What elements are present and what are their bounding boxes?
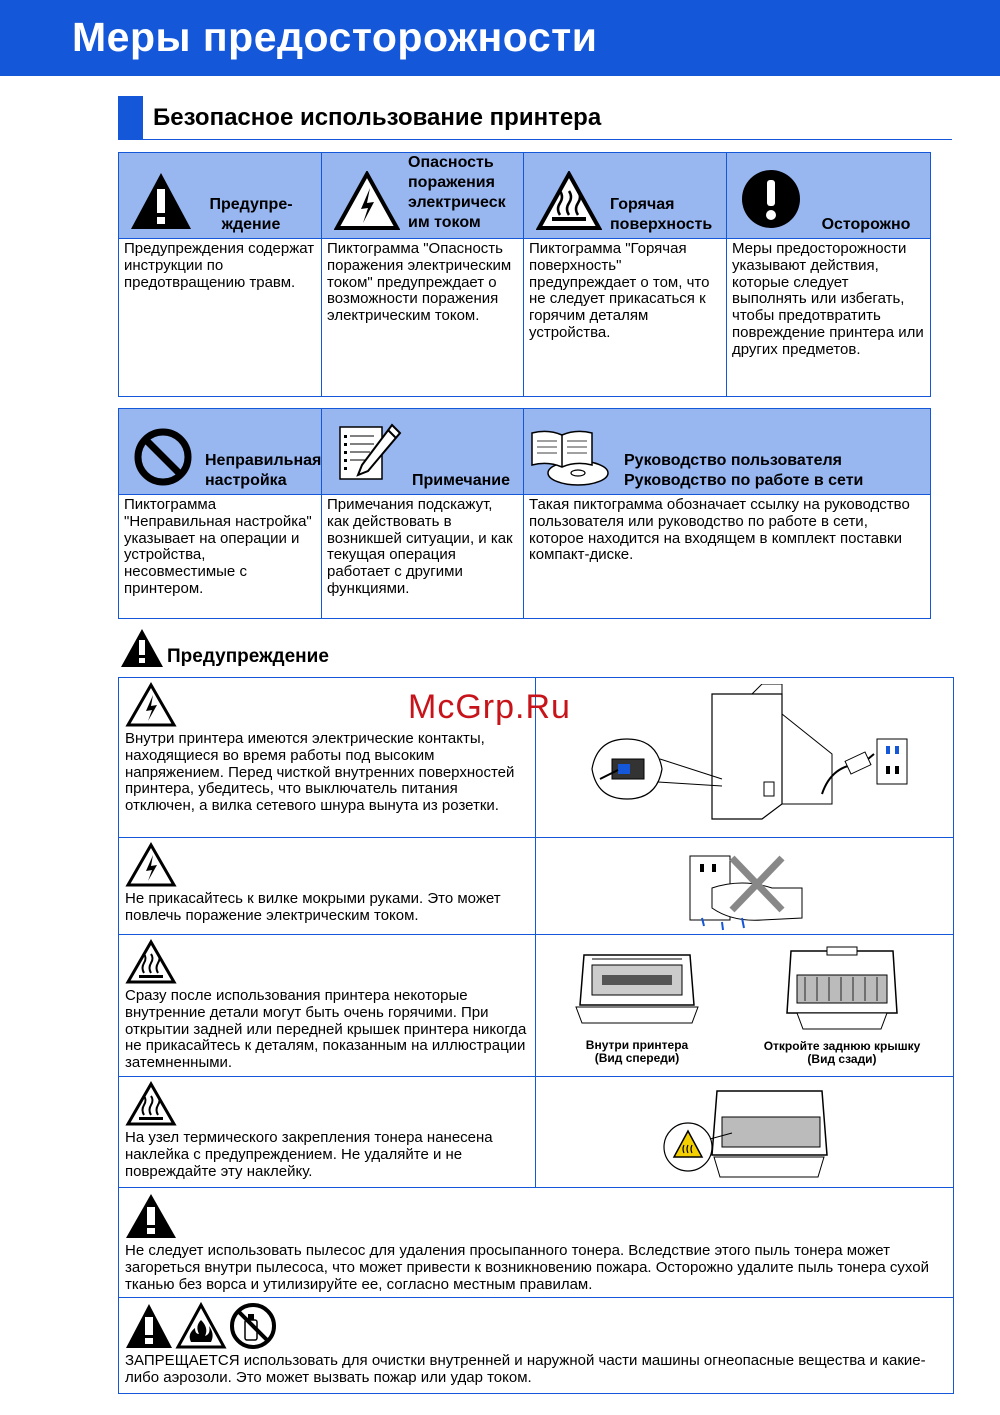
icons-legend-table-1 bbox=[118, 152, 931, 397]
legend-text-improper: Пиктограмма "Неправильная настройка" указывает на операции и устройства, несовместимые с принтером. bbox=[119, 495, 322, 619]
legend-text-caution: Меры предосторожности указывают действия, которые следует выполнять или избегать, чтобы предотвратить повреждение принтера или других предметов. bbox=[727, 239, 931, 397]
warning-triangle-icon bbox=[120, 628, 164, 668]
legend-label-caution: Осторожно bbox=[821, 216, 911, 233]
warning-row-3-text-cell bbox=[119, 935, 536, 1077]
warning-row-5-text-cell bbox=[119, 1188, 954, 1298]
legend-head-note bbox=[322, 409, 524, 495]
legend-text-note: Примечания подскажут, как действовать в возникшей ситуации, и как текущая операция работает с другими функциями. bbox=[322, 495, 524, 619]
legend-label-improper: Неправильная настройка bbox=[205, 452, 322, 489]
warning-row-4-text-cell bbox=[119, 1077, 536, 1188]
legend-head-electric bbox=[322, 153, 524, 239]
legend-label-user-guide: Руководство пользователя Руководство по работе в сети bbox=[624, 452, 864, 489]
caption-back-view: Откройте заднюю крышку (Вид сзади) bbox=[763, 1039, 921, 1066]
warning-row-1-figure bbox=[536, 678, 954, 838]
warning-row-5 bbox=[119, 1188, 954, 1298]
section-title: Безопасное использование принтера bbox=[153, 104, 602, 131]
legend-text-warning: Предупреждения содержат инструкции по предотвращению травм. bbox=[119, 239, 322, 397]
warning-row-1-text: Внутри принтера имеются электрические контакты, находящиеся во время работы под высоким напряжением. Перед чисткой внутренних поверхностей принтера, убедитесь, что выключатель питания отключен, а вилка сетевого шнура вынута из розетки. bbox=[125, 730, 515, 815]
legend-head-caution bbox=[727, 153, 931, 239]
improper-setup-icon bbox=[133, 427, 193, 487]
hot-surface-icon bbox=[536, 171, 602, 231]
warning-title: Предупреждение bbox=[167, 646, 329, 667]
legend-head-improper bbox=[119, 409, 322, 495]
page-title: Меры предосторожности bbox=[72, 14, 598, 60]
warning-row-3-text: Сразу после использования принтера некоторые внутренние детали могут быть очень горячими. При открытии задней или передней крышек принтера никогда не прикасайтесь к деталям, показанным на иллюстрации затемненными. bbox=[125, 987, 527, 1072]
warning-row-4-figure bbox=[536, 1077, 954, 1188]
warning-triangle-icon bbox=[129, 171, 193, 231]
section-heading bbox=[118, 96, 952, 140]
fuser-label-figure bbox=[662, 1085, 842, 1185]
warning-row-6 bbox=[119, 1298, 954, 1394]
legend-text-user-guide: Такая пиктограмма обозначает ссылку на руководство пользователя или руководство по работе в сети, которое находится на входящем в комплект поставки компакт-диске. bbox=[524, 495, 931, 619]
legend-text-electric: Пиктограмма "Опасность поражения электрическим током" предупреждает о возможности поражения электрическим током. bbox=[322, 239, 524, 397]
wet-hands-plug-figure bbox=[682, 848, 812, 936]
warning-row-4 bbox=[119, 1077, 954, 1188]
warning-row-4-text: На узел термического закрепления тонера нанесена наклейка с предупреждением. Не удаляйте и не повреждайте эту наклейку. bbox=[125, 1129, 493, 1180]
legend-text-hot: Пиктограмма "Горячая поверхность" предупреждает о том, что не следует прикасаться к горячим деталям устройства. bbox=[524, 239, 727, 397]
note-pencil-icon bbox=[336, 421, 402, 487]
icons-legend-table-2 bbox=[118, 408, 931, 619]
warning-row-2-figure bbox=[536, 838, 954, 935]
electric-hazard-icon bbox=[125, 842, 177, 888]
warning-row-3 bbox=[119, 935, 954, 1077]
legend-label-electric: Опасность поражения электрическ им током bbox=[408, 154, 506, 231]
warning-row-3-figure bbox=[536, 935, 954, 1077]
legend-head-user-guide bbox=[524, 409, 931, 495]
caution-exclamation-icon bbox=[741, 169, 801, 229]
page-banner bbox=[0, 0, 1000, 76]
legend-label-hot: Горячая поверхность bbox=[610, 196, 713, 233]
legend-head-warning bbox=[119, 153, 322, 239]
watermark: McGrp.Ru bbox=[408, 688, 571, 726]
warning-row-2 bbox=[119, 838, 954, 935]
power-switch-unplug-figure bbox=[582, 684, 942, 834]
electric-hazard-icon bbox=[125, 682, 177, 728]
warning-row-2-text: Не прикасайтесь к вилке мокрыми руками. Это может повлечь поражение электрическим током. bbox=[125, 890, 501, 924]
legend-label-warning: Предупре- ждение bbox=[209, 196, 293, 233]
warning-row-5-text: Не следует использовать пылесос для удаления просыпанного тонера. Вследствие этого пыль тонера может загореться внутри пылесоса, что может привести к возникновению пожара. Осторожно удалите пыль тонера сухой тканью без ворса и утилизируйте ее, согласно местным правилам. bbox=[125, 1242, 929, 1293]
warning-table bbox=[118, 677, 954, 1394]
legend-label-note: Примечание bbox=[411, 472, 511, 489]
warning-row-6-text: ЗАПРЕЩАЕТСЯ использовать для очистки внутренней и наружной части машины огнеопасные вещества и какие-либо аэрозоли. Это может вызвать пожар или удар током. bbox=[125, 1352, 926, 1387]
fire-aerosol-prohibited-icons bbox=[125, 1302, 277, 1350]
warning-triangle-icon bbox=[125, 1192, 177, 1240]
warning-row-6-text-cell bbox=[119, 1298, 954, 1394]
printer-front-view-figure bbox=[572, 945, 702, 1035]
printer-back-view-figure bbox=[777, 943, 907, 1033]
hot-surface-icon bbox=[125, 1081, 177, 1127]
warning-row-2-text-cell bbox=[119, 838, 536, 935]
section-heading-bar bbox=[118, 96, 143, 140]
caption-front-view: Внутри принтера (Вид спереди) bbox=[585, 1038, 689, 1065]
hot-surface-icon bbox=[125, 939, 177, 985]
electric-hazard-icon bbox=[334, 171, 400, 231]
legend-head-hot bbox=[524, 153, 727, 239]
user-guide-book-cd-icon bbox=[528, 427, 610, 489]
